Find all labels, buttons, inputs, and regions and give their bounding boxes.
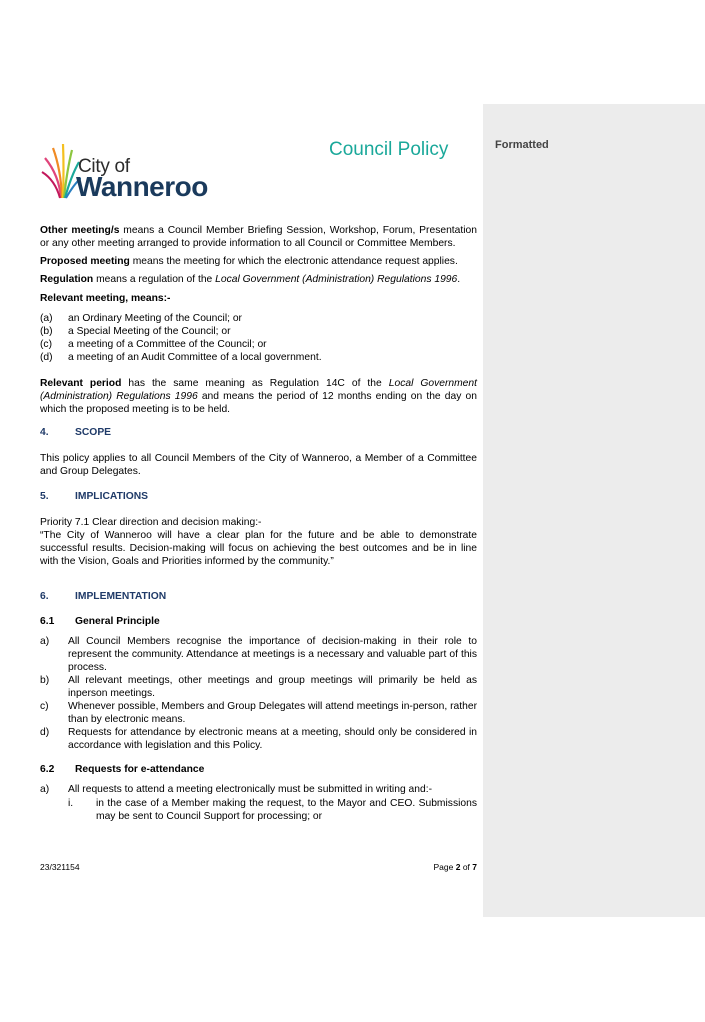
definition-text-end: and means the period of 12 months ending on the day on which the proposed meeting is to be held.: [40, 391, 478, 415]
definition-text: has the same meaning as Regulation 14C of the: [121, 378, 389, 389]
list-text: a meeting of an Audit Committee of a local government.: [68, 352, 322, 363]
definition-text: means a Council Member Briefing Session, Workshop, Forum, Presentation or any other meeting arranged to provide information to all Council or Committee Members.: [40, 225, 478, 249]
definition-proposed-meeting: [40, 255, 477, 268]
section-heading-implications: [40, 491, 148, 502]
comment-label: Formatted: [495, 139, 549, 151]
list-text: Requests for attendance by electronic means at a meeting, should only be considered in accordance with legislation and this Policy.: [68, 727, 477, 751]
term: Regulation: [40, 274, 94, 285]
section-heading-implementation: [40, 591, 166, 602]
page-of: of: [460, 862, 473, 872]
list-text: a meeting of a Committee of the Council; or: [68, 339, 267, 350]
section-title: SCOPE: [75, 427, 112, 438]
logo-leaf-icon: [41, 140, 81, 200]
section-title: IMPLEMENTATION: [75, 591, 167, 602]
subsection-heading-requests: [40, 764, 204, 775]
subsection-heading-general-principle: [40, 616, 160, 627]
term: Proposed meeting: [40, 256, 130, 267]
scope-body: This policy applies to all Council Members of the City of Wanneroo, a Member of a Committee and Group Delegates.: [40, 453, 477, 477]
list-text: a Special Meeting of the Council; or: [68, 326, 231, 337]
section-number: 6.: [40, 591, 49, 602]
section-number: 5.: [40, 491, 49, 502]
term: Other meeting/s: [40, 225, 120, 236]
list-text: an Ordinary Meeting of the Council; or: [68, 313, 242, 324]
definition-text: means a regulation of the: [93, 274, 216, 285]
list-marker: a): [40, 784, 50, 795]
list-marker: d): [40, 727, 50, 738]
definition-text-end: .: [457, 274, 461, 285]
definition-relevant-period: [40, 377, 477, 416]
list-text: Whenever possible, Members and Group Delegates will attend meetings in-person, rather than by electronic means.: [68, 701, 477, 725]
list-text: All requests to attend a meeting electronically must be submitted in writing and:-: [68, 784, 433, 795]
subsection-title: Requests for e-attendance: [75, 764, 205, 775]
page-number: [410, 862, 477, 872]
term: Relevant period: [40, 378, 122, 389]
subsection-number: 6.2: [40, 764, 55, 775]
section-heading-scope: [40, 427, 111, 438]
list-text: in the case of a Member making the request, to the Mayor and CEO. Submissions may be sent to Council Support for processing; or: [96, 798, 477, 822]
implications-priority: Priority 7.1 Clear direction and decision making:-: [40, 517, 262, 528]
list-marker: (c): [40, 339, 53, 350]
list-marker: i.: [68, 798, 74, 809]
legislation-title: Local Government (Administration) Regulations 1996: [40, 378, 477, 402]
list-marker: (d): [40, 352, 53, 363]
list-text: All Council Members recognise the importance of decision-making in their role to represent the community. Attendance at meetings is a necessary and valuable part of this process.: [68, 636, 477, 673]
page-total: 7: [472, 862, 477, 872]
section-title: IMPLICATIONS: [75, 491, 149, 502]
policy-title: Council Policy: [329, 139, 449, 160]
list-marker: (a): [40, 313, 53, 324]
city-of-wanneroo-logo: [41, 140, 216, 204]
definition-other-meeting: [40, 224, 477, 250]
definition-regulation: [40, 273, 477, 286]
list-marker: (b): [40, 326, 53, 337]
page-current: 2: [455, 862, 461, 872]
legislation-title: Local Government (Administration) Regulations 1996: [215, 274, 458, 285]
document-number: 23/321154: [40, 862, 80, 872]
subsection-number: 6.1: [40, 616, 55, 627]
comment-pane: [483, 104, 705, 917]
list-marker: c): [40, 701, 49, 712]
subsection-title: General Principle: [75, 616, 160, 627]
page-prefix: Page: [433, 862, 456, 872]
list-text: All relevant meetings, other meetings and group meetings will primarily be held as inperson meetings.: [68, 675, 477, 699]
logo-name-text: Wanneroo: [76, 171, 208, 202]
list-marker: a): [40, 636, 50, 647]
logo-city-text: City of: [78, 156, 130, 177]
definition-text: means the meeting for which the electronic attendance request applies.: [129, 256, 458, 267]
list-marker: b): [40, 675, 50, 686]
implications-quote: “The City of Wanneroo will have a clear plan for the future and be able to demonstrate successful results. Decision-making will focus on achieving the best outcomes and be in line with the Vision, Goals and Priorities informed by the community.”: [40, 530, 477, 567]
section-number: 4.: [40, 427, 49, 438]
relevant-meeting-heading: Relevant meeting, means:-: [40, 293, 171, 304]
